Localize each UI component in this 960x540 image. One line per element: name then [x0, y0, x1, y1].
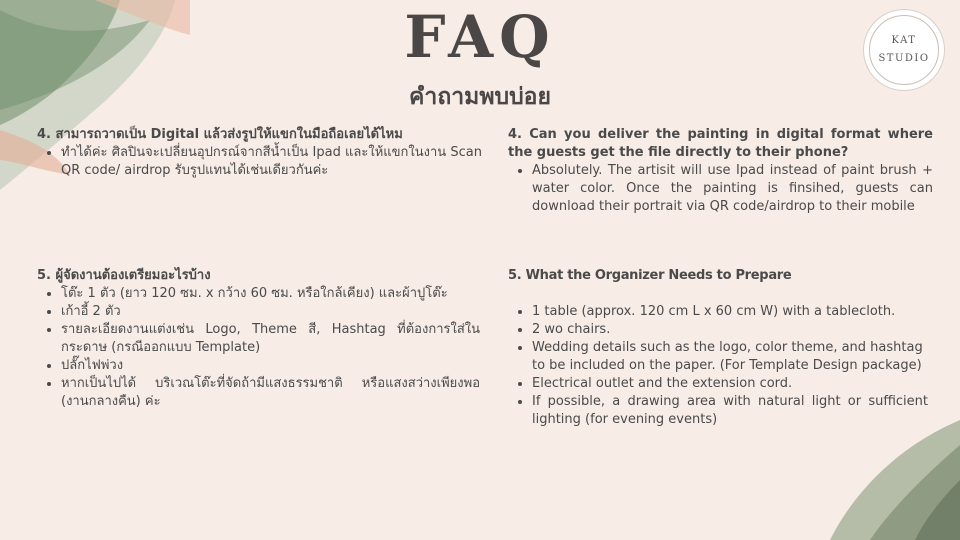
faq-answer: • Electrical outlet and the extension cord.: [532, 375, 928, 393]
faq-answer-list: [37, 285, 480, 411]
faq-4-english: [508, 126, 933, 216]
faq-answer-list: [508, 162, 933, 216]
faq-5-english: [508, 267, 928, 429]
faq-answer: • เก้าอี้ 2 ตัว: [61, 303, 480, 321]
kat-studio-logo: [864, 10, 944, 90]
faq-answer: • 1 table (approx. 120 cm L x 60 cm W) with a tablecloth.: [532, 303, 928, 321]
faq-question: 5. ผู้จัดงานต้องเตรียมอะไรบ้าง: [37, 268, 211, 283]
faq-answer: • If possible, a drawing area with natural light or sufficient lighting (for evening events): [532, 393, 928, 429]
faq-answer: • Wedding details such as the logo, color theme, and hashtag to be included on the paper. (For Template Design package): [532, 339, 928, 375]
faq-answer: • โต๊ะ 1 ตัว (ยาว 120 ซม. x กว้าง 60 ซม. หรือใกล้เคียง) และผ้าปูโต๊ะ: [61, 285, 480, 303]
faq-question: 4. Can you deliver the painting in digital format where the guests get the file directly to their phone?: [508, 127, 933, 160]
logo-line-2: STUDIO: [878, 53, 930, 64]
faq-answer: • รายละเอียดงานแต่งเช่น Logo, Theme สี, Hashtag ที่ต้องการใส่ใน กระดาษ (กรณีออกแบบ Template): [61, 321, 480, 357]
page-subtitle: คำถามพบบ่อย: [409, 84, 551, 110]
logo-line-1: KAT: [891, 35, 917, 46]
logo-ring: [869, 15, 939, 85]
faq-answer-list: [37, 144, 482, 180]
faq-answer: • ปลั๊กไฟพ่วง: [61, 357, 480, 375]
faq-5-thai: [37, 267, 480, 411]
faq-answer-list: [508, 303, 928, 429]
faq-answer: • ทำได้ค่ะ ศิลปินจะเปลี่ยนอุปกรณ์จากสีน้ำเป็น Ipad และให้แขกในงาน Scan QR code/ airdrop รับรูปแทนได้เช่นเดียวกันค่ะ: [61, 144, 482, 180]
faq-answer: • หากเป็นไปได้ บริเวณโต๊ะที่จัดถ้ามีแสงธรรมชาติ หรือแสงสว่างเพียงพอ (งานกลางคืน) ค่ะ: [61, 375, 480, 411]
faq-answer: • Absolutely. The artisit will use Ipad instead of paint brush + water color. Once the painting is finsihed, guests can download their portrait via QR code/airdrop to their mobile: [532, 162, 933, 216]
faq-4-thai: [37, 126, 482, 180]
faq-question: 4. สามารถวาดเป็น Digital แล้วส่งรูปให้แขกในมือถือเลยได้ไหม: [37, 127, 403, 142]
faq-question: 5. What the Organizer Needs to Prepare: [508, 268, 792, 283]
page-title: FAQ: [404, 3, 556, 71]
faq-answer: • 2 wo chairs.: [532, 321, 928, 339]
watercolor-leaf-bottom-right: [830, 420, 960, 540]
